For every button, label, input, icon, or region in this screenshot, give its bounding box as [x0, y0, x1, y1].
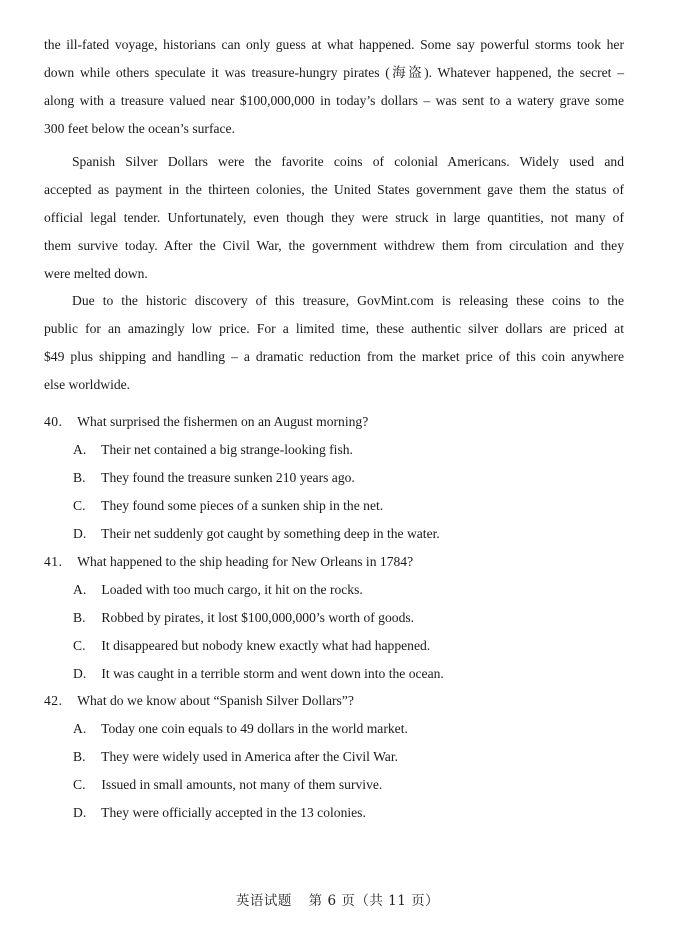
- passage-paragraph-1: [44, 31, 624, 143]
- option-d[interactable]: [44, 660, 604, 688]
- option-text: It disappeared but nobody knew exactly what had happened.: [101, 638, 431, 653]
- option-b[interactable]: [44, 464, 604, 492]
- option-text: Today one coin equals to 49 dollars in the world market.: [101, 721, 408, 736]
- option-letter: C.: [73, 638, 86, 653]
- option-c[interactable]: [44, 632, 604, 660]
- option-text: They were widely used in America after the Civil War.: [101, 749, 399, 764]
- question-stem: [44, 548, 604, 576]
- passage-line: them survive today. After the Civil War, the government withdrew them from circulation and they: [44, 238, 624, 253]
- option-letter: D.: [73, 805, 87, 820]
- question-42: [44, 687, 604, 827]
- option-text: They found the treasure sunken 210 years ago.: [101, 470, 355, 485]
- option-d[interactable]: [44, 799, 604, 827]
- passage-line: 300 feet below the ocean’s surface.: [44, 121, 235, 136]
- option-d[interactable]: [44, 520, 604, 548]
- option-text: Issued in small amounts, not many of them survive.: [101, 777, 383, 792]
- question-text: What happened to the ship heading for New Orleans in 1784?: [77, 554, 414, 569]
- passage-line: Due to the historic discovery of this treasure, GovMint.com is releasing these coins to the: [72, 293, 624, 308]
- option-letter: A.: [73, 442, 87, 457]
- passage-line: down while others speculate it was treasure-hungry pirates (海盗). Whatever happened, the secret –: [44, 65, 624, 80]
- option-text: It was caught in a terrible storm and went down into the ocean.: [101, 666, 444, 681]
- question-41: [44, 548, 604, 688]
- option-b[interactable]: [44, 604, 604, 632]
- passage-paragraph-3: [44, 287, 624, 399]
- option-letter: A.: [73, 582, 87, 597]
- question-text: What surprised the fishermen on an August morning?: [77, 414, 369, 429]
- option-c[interactable]: [44, 492, 604, 520]
- option-letter: B.: [73, 610, 86, 625]
- option-text: Robbed by pirates, it lost $100,000,000’s worth of goods.: [101, 610, 415, 625]
- option-b[interactable]: [44, 743, 604, 771]
- option-letter: D.: [73, 666, 87, 681]
- passage-line: else worldwide.: [44, 377, 131, 392]
- option-letter: A.: [73, 721, 87, 736]
- option-letter: C.: [73, 498, 86, 513]
- page-footer: [0, 889, 675, 909]
- passage-line: Spanish Silver Dollars were the favorite coins of colonial Americans. Widely used and: [72, 154, 624, 169]
- option-a[interactable]: [44, 436, 604, 464]
- question-40: [44, 408, 604, 548]
- question-text: What do we know about “Spanish Silver Dollars”?: [77, 693, 354, 708]
- question-stem: [44, 687, 604, 715]
- option-text: Loaded with too much cargo, it hit on the rocks.: [101, 582, 363, 597]
- option-letter: B.: [73, 470, 86, 485]
- option-a[interactable]: [44, 576, 604, 604]
- question-number: 41.: [44, 554, 63, 569]
- option-c[interactable]: [44, 771, 604, 799]
- passage-line: were melted down.: [44, 266, 148, 281]
- passage-line: $49 plus shipping and handling – a dramatic reduction from the market price of this coin anywhere: [44, 349, 624, 364]
- passage-line: accepted as payment in the thirteen colonies, the United States government gave them the status of: [44, 182, 624, 197]
- option-a[interactable]: [44, 715, 604, 743]
- option-text: Their net contained a big strange-looking fish.: [101, 442, 353, 457]
- footer-subject: 英语试题: [235, 893, 292, 909]
- passage-paragraph-2: [44, 148, 624, 288]
- option-text: Their net suddenly got caught by something deep in the water.: [101, 526, 440, 541]
- option-text: They were officially accepted in the 13 colonies.: [101, 805, 366, 820]
- passage-line: official legal tender. Unfortunately, even though they were struck in large quantities, not many of: [44, 210, 624, 225]
- passage-line: public for an amazingly low price. For a limited time, these authentic silver dollars are priced at: [44, 321, 624, 336]
- footer-page-number: 第 6 页（共 11 页）: [308, 893, 440, 909]
- passage-line: the ill-fated voyage, historians can only guess at what happened. Some say powerful storms took her: [44, 37, 624, 52]
- option-letter: D.: [73, 526, 87, 541]
- question-stem: [44, 408, 604, 436]
- passage-line: along with a treasure valued near $100,000,000 in today’s dollars – was sent to a watery grave some: [44, 93, 624, 108]
- option-letter: C.: [73, 777, 86, 792]
- question-number: 40.: [44, 414, 63, 429]
- option-letter: B.: [73, 749, 86, 764]
- option-text: They found some pieces of a sunken ship in the net.: [101, 498, 384, 513]
- question-number: 42.: [44, 693, 63, 708]
